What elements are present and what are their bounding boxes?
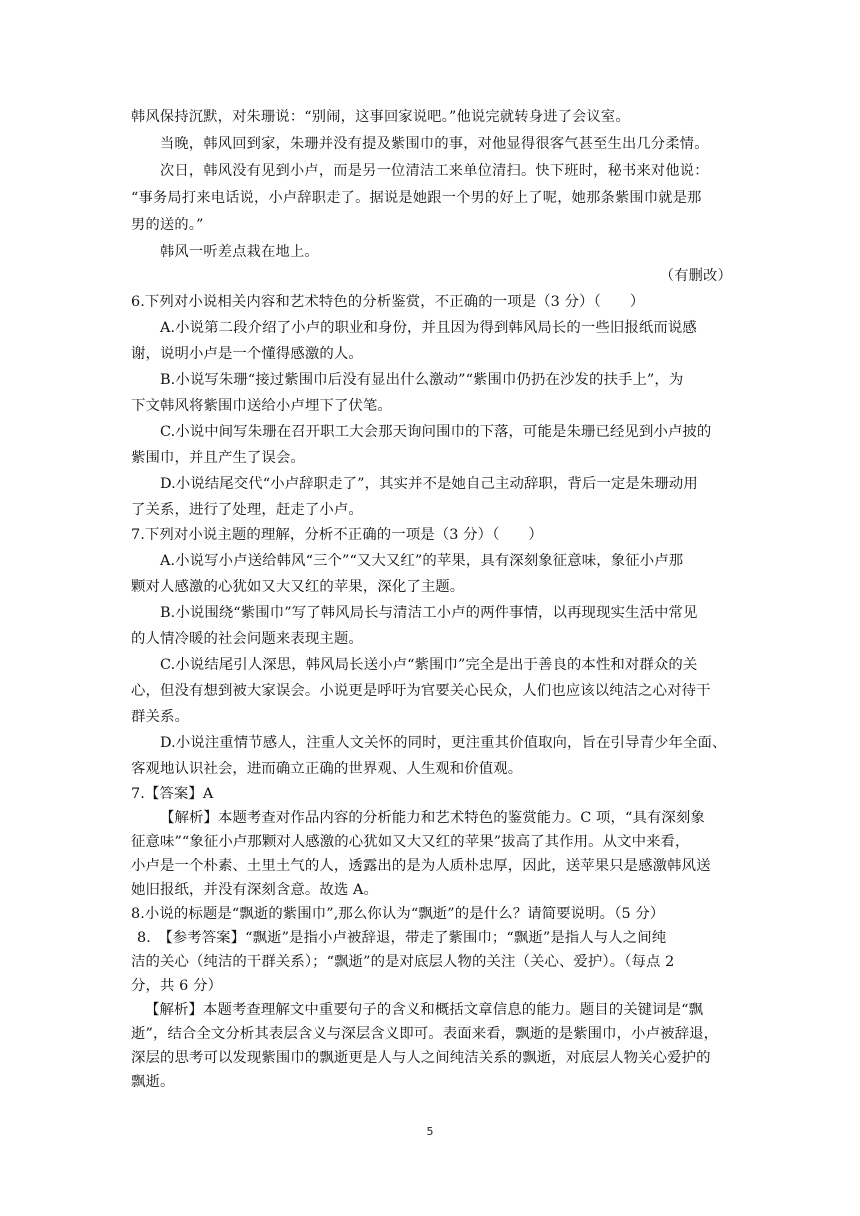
q8-stem: 8.小说的标题是“飘逝的紫围巾”,那么你认为“飘逝”的是什么？请简要说明。（5 分）	[131, 906, 665, 922]
q7-option-b-line-1: B.小说围绕“紫围巾”写了韩风局长与清洁工小卢的两件事情，以再现现实生活中常见	[160, 605, 698, 621]
q6-option-c-line-1: C.小说中间写朱珊在召开职工大会那天询问围巾的下落，可能是朱珊已经见到小卢披的	[160, 424, 712, 440]
q7-analysis-line-2: 征意味”“象征小卢那颗对人感激的心犹如又大又红的苹果”拔高了其作用。从文中来看，	[131, 834, 690, 850]
q6-option-b-line-1: B.小说写朱珊“接过紫围巾后没有显出什么激动”“紫围巾仍扔在沙发的扶手上”，为	[160, 372, 684, 388]
q7-analysis-line-1: 【解析】本题考查对作品内容的分析能力和艺术特色的鉴赏能力。C 项，“具有深刻象	[160, 810, 705, 826]
q7-option-a-line-2: 颗对人感激的心犹如又大又红的苹果，深化了主题。	[131, 579, 465, 595]
q8-analysis-line-2: 逝”，结合全文分析其表层含义与深层含义即可。表面来看，飘逝的是紫围巾，小卢被辞退，	[131, 1026, 719, 1042]
q7-option-c-line-2: 心，但没有想到被大家误会。小说更是呼吁为官要关心民众，人们也应该以纯洁之心对待干	[131, 683, 711, 699]
q6-option-c-line-2: 紫围巾，并且产生了误会。	[131, 450, 305, 466]
story-paragraph-1: 韩风保持沉默，对朱珊说：“别闹，这事回家说吧。”他说完就转身进了会议室。	[131, 109, 630, 125]
q7-answer: 7.【答案】A	[131, 786, 214, 802]
q8-analysis-line-4: 飘逝。	[131, 1074, 175, 1090]
q7-analysis-line-4: 她旧报纸，并没有深刻含意。故选 A。	[131, 882, 379, 898]
q8-reference-answer-line-1: 8. 【参考答案】“飘逝”是指小卢被辞退，带走了紫围巾；“飘逝”是指人与人之间纯	[137, 930, 667, 946]
q6-option-a-line-1: A.小说第二段介绍了小卢的职业和身份，并且因为得到韩风局长的一些旧报纸而说感	[160, 320, 697, 336]
q7-option-d-line-1: D.小说注重情节感人，注重人文关怀的同时，更注重其价值取向，旨在引导青少年全面、	[160, 735, 727, 751]
q6-option-a-line-2: 谢，说明小卢是一个懂得感激的人。	[131, 346, 363, 362]
story-paragraph-2: 当晚，韩风回到家，朱珊并没有提及紫围巾的事，对他显得很客气甚至生出几分柔情。	[160, 136, 709, 152]
q8-analysis-line-3: 深层的思考可以发现紫围巾的飘逝更是人与人之间纯洁关系的飘逝，对底层人物关心爱护的	[131, 1050, 711, 1066]
q8-analysis-line-1: 【解析】本题考查理解文中重要句子的含义和概括文章信息的能力。题目的关键词是“飘	[145, 1002, 704, 1018]
page-number: 5	[426, 1125, 434, 1138]
q7-option-c-line-1: C.小说结尾引人深思，韩风局长送小卢“紫围巾”完全是出于善良的本性和对群众的关	[160, 657, 698, 673]
q8-reference-answer-line-3: 分，共 6 分）	[131, 978, 223, 994]
q8-reference-answer-line-2: 洁的关心（纯洁的干群关系）；“飘逝”的是对底层人物的关注（关心、爱护）。（每点 2	[131, 954, 675, 970]
q7-option-d-line-2: 客观地认识社会，进而确立正确的世界观、人生观和价值观。	[131, 761, 523, 777]
q7-option-a-line-1: A.小说写小卢送给韩风“三个”“又大又红”的苹果，具有深刻象征意味，象征小卢那	[160, 553, 684, 569]
q7-stem: 7.下列对小说主题的理解，分析不正确的一项是（3 分）（ ）	[131, 527, 543, 543]
q7-option-b-line-2: 的人情冷暖的社会问题来表现主题。	[131, 631, 363, 647]
q6-option-d-line-1: D.小说结尾交代“小卢辞职走了”，其实并不是她自己主动辞职，背后一定是朱珊动用	[160, 476, 698, 492]
q6-option-b-line-2: 下文韩风将紫围巾送给小卢埋下了伏笔。	[131, 398, 392, 414]
q6-option-d-line-2: 了关系，进行了处理，赶走了小卢。	[131, 502, 363, 518]
q7-option-c-line-3: 群关系。	[131, 709, 189, 725]
edit-note: （有删改）	[659, 268, 732, 284]
q6-stem: 6.下列对小说相关内容和艺术特色的分析鉴赏，不正确的一项是（3 分）（ ）	[131, 294, 645, 310]
story-paragraph-3-line-3: 男的送的。”	[131, 217, 204, 233]
q7-analysis-line-3: 小卢是一个朴素、土里土气的人，透露出的是为人质朴忠厚，因此，送苹果只是感激韩风送	[131, 858, 711, 874]
story-paragraph-3-line-2: “事务局打来电话说，小卢辞职走了。据说是她跟一个男的好上了呢，她那条紫围巾就是那	[131, 190, 702, 206]
story-paragraph-4: 韩风一听差点栽在地上。	[160, 244, 319, 260]
story-paragraph-3-line-1: 次日，韩风没有见到小卢，而是另一位清洁工来单位清扫。快下班时，秘书来对他说：	[160, 163, 709, 179]
